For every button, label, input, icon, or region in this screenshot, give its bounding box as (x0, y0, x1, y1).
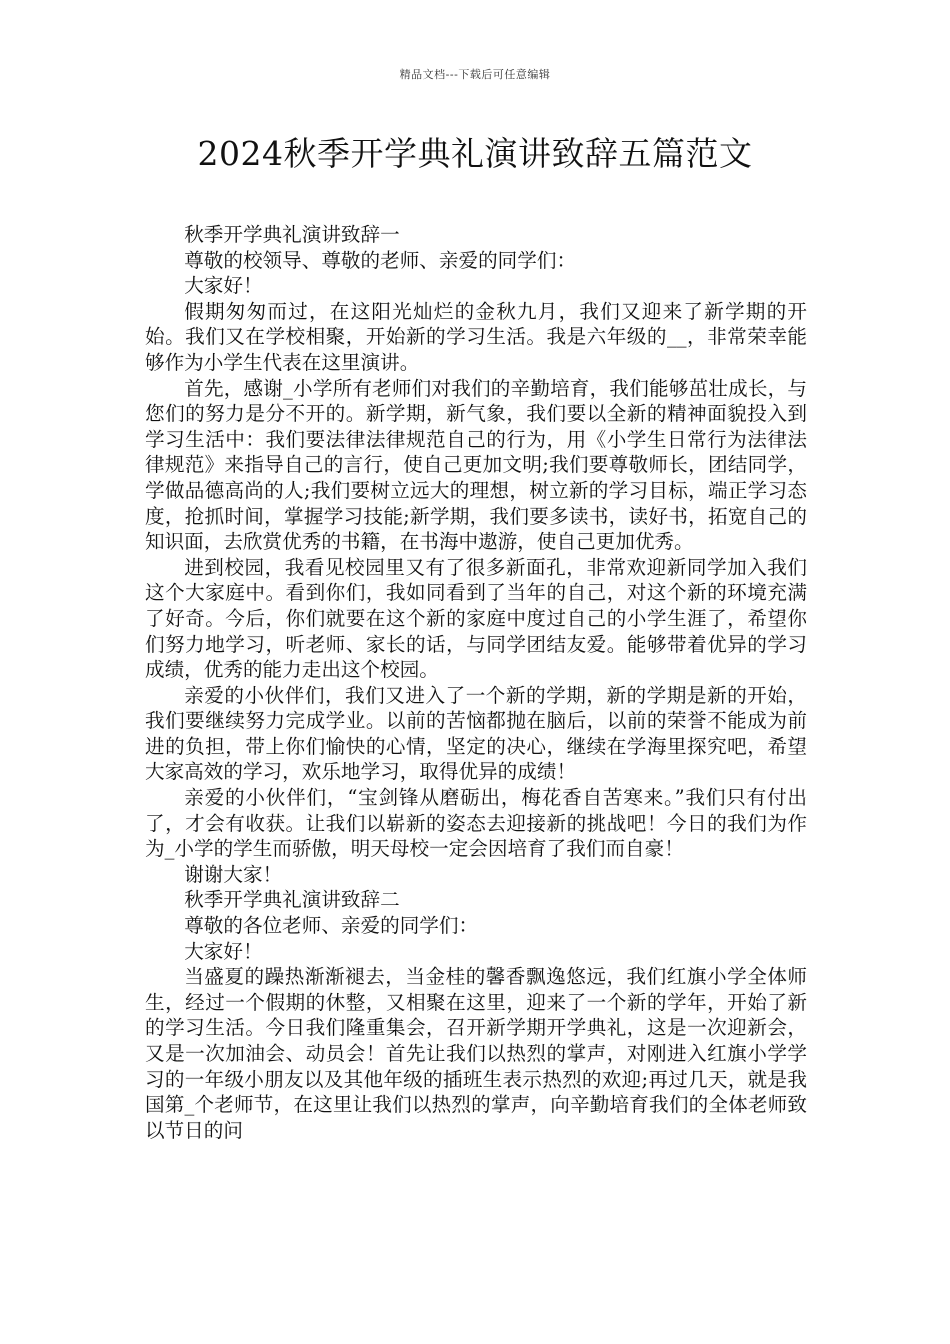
paragraph: 进到校园，我看见校园里又有了很多新面孔，非常欢迎新同学加入我们这个大家庭中。看到你们，我如同看到了当年的自己，对这个新的环境充满了好奇。今后，你们就要在这个新的家庭中度过自己的小学生涯了，希望你们努力地学习，听老师、家长的话，与同学团结友爱。能够带着优异的学习成绩，优秀的能力走出这个校园。 (145, 555, 807, 682)
paragraph: 大家好！ (184, 939, 263, 963)
paragraph: 亲爱的小伙伴们，我们又进入了一个新的学期，新的学期是新的开始，我们要继续努力完成学业。以前的苦恼都抛在脑后，以前的荣誉不能成为前进的负担，带上你们愉快的心情，坚定的决心，继续在学海里探究吧，希望大家高效的学习，欢乐地学习，取得优异的成绩！ (145, 683, 807, 784)
paragraph: 秋季开学典礼演讲致辞一 (184, 223, 400, 246)
paragraph: 亲爱的小伙伴们，“宝剑锋从磨砺出，梅花香自苦寒来。”我们只有付出了，才会有收获。让我们以崭新的姿态去迎接新的挑战吧！今日的我们为作为_小学的学生而骄傲，明天母校一定会因培育了我们而自豪！ (145, 786, 807, 861)
paragraph: 秋季开学典礼演讲致辞二 (184, 888, 400, 912)
paragraph: 假期匆匆而过，在这阳光灿烂的金秋九月，我们又迎来了新学期的开始。我们又在学校相聚，开始新的学习生活。我是六年级的__，非常荣幸能够作为小学生代表在这里演讲。 (145, 299, 807, 374)
page-header: 精品文档---下载后可任意编辑 (399, 68, 551, 81)
paragraph: 谢谢大家！ (184, 862, 283, 886)
paragraph: 首先，感谢_小学所有老师们对我们的辛勤培育，我们能够茁壮成长，与您们的努力是分不开的。新学期，新气象，我们要以全新的精神面貌投入到学习生活中：我们要法律法律规范自己的行为，用《小学生日常行为法律法律规范》来指导自己的言行，使自己更加文明;我们要尊敬师长，团结同学，学做品德高尚的人;我们要树立远大的理想，树立新的学习目标，端正学习态度，抢抓时间，掌握学习技能;新学期，我们要多读书，读好书，拓宽自己的知识面，去欣赏优秀的书籍，在书海中遨游，使自己更加优秀。 (145, 376, 807, 554)
paragraph: 当盛夏的躁热渐渐褪去，当金桂的馨香飘逸悠远，我们红旗小学全体师生，经过一个假期的休整，又相聚在这里，迎来了一个新的学年，开始了新的学习生活。今日我们隆重集会，召开新学期开学典礼，这是一次迎新会，又是一次加油会、动员会！首先让我们以热烈的掌声，对刚进入红旗小学学习的一年级小朋友以及其他年级的插班生表示热烈的欢迎;再过几天，就是我国第_个老师节，在这里让我们以热烈的掌声，向辛勤培育我们的全体老师致以节日的问 (145, 965, 807, 1142)
paragraph: 尊敬的校领导、尊敬的老师、亲爱的同学们： (184, 248, 577, 272)
document-body (145, 222, 807, 1143)
document-title: 2024秋季开学典礼演讲致辞五篇范文 (197, 134, 753, 173)
paragraph: 大家好！ (184, 274, 263, 298)
paragraph: 尊敬的各位老师、亲爱的同学们： (184, 914, 479, 938)
